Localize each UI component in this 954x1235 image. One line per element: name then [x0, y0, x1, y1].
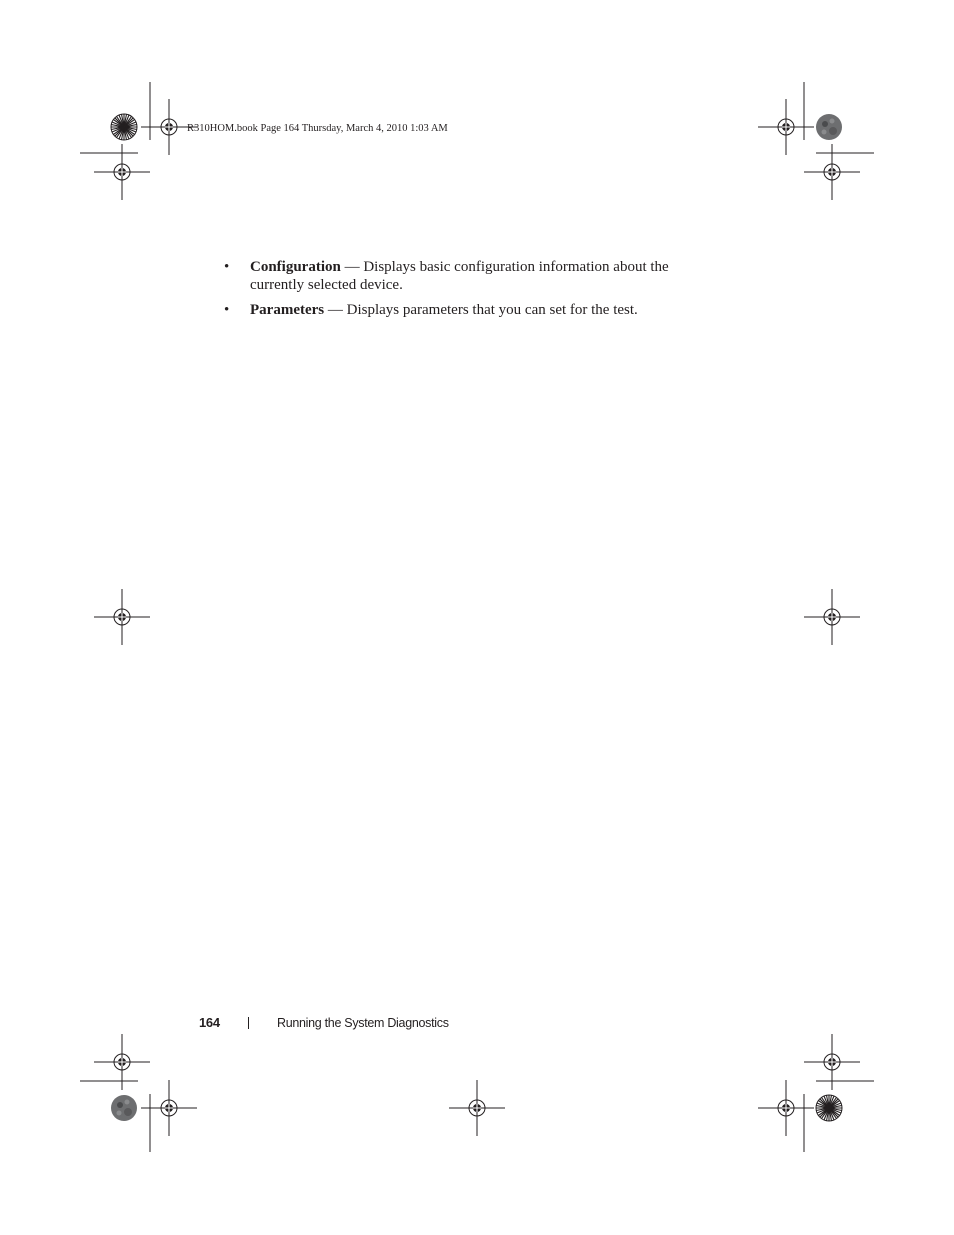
- registration-mark-icon: [804, 589, 860, 645]
- halftone-target-icon: [111, 1095, 137, 1121]
- term-description: — Displays parameters that you can set for the test.: [324, 302, 638, 318]
- registration-mark-icon: [94, 144, 150, 200]
- registration-mark-icon: [804, 1034, 860, 1090]
- registration-mark-icon: [804, 144, 860, 200]
- registration-mark-icon: [94, 589, 150, 645]
- list-item: [224, 301, 704, 319]
- registration-mark-icon: [94, 1034, 150, 1090]
- page-number: 164: [199, 1015, 220, 1030]
- registration-mark-icon: [758, 1080, 814, 1136]
- footer-divider: [248, 1017, 249, 1029]
- term-configuration: Configuration: [250, 259, 341, 275]
- list-item: [224, 258, 704, 294]
- bullet-symbol: •: [224, 259, 230, 275]
- bullet-list: [224, 258, 704, 326]
- term-description: — Displays basic configuration information about the currently selected device.: [250, 259, 669, 293]
- halftone-target-icon: [816, 114, 842, 140]
- registration-mark-icon: [449, 1080, 505, 1136]
- star-target-icon: [816, 1095, 842, 1121]
- term-parameters: Parameters: [250, 302, 325, 318]
- registration-mark-icon: [141, 1080, 197, 1136]
- footer-section-title: Running the System Diagnostics: [277, 1016, 449, 1030]
- registration-mark-icon: [758, 99, 814, 155]
- star-target-icon: [111, 114, 137, 140]
- bullet-symbol: •: [224, 302, 230, 318]
- print-slug: R310HOM.book Page 164 Thursday, March 4, 2010 1:03 AM: [187, 123, 448, 134]
